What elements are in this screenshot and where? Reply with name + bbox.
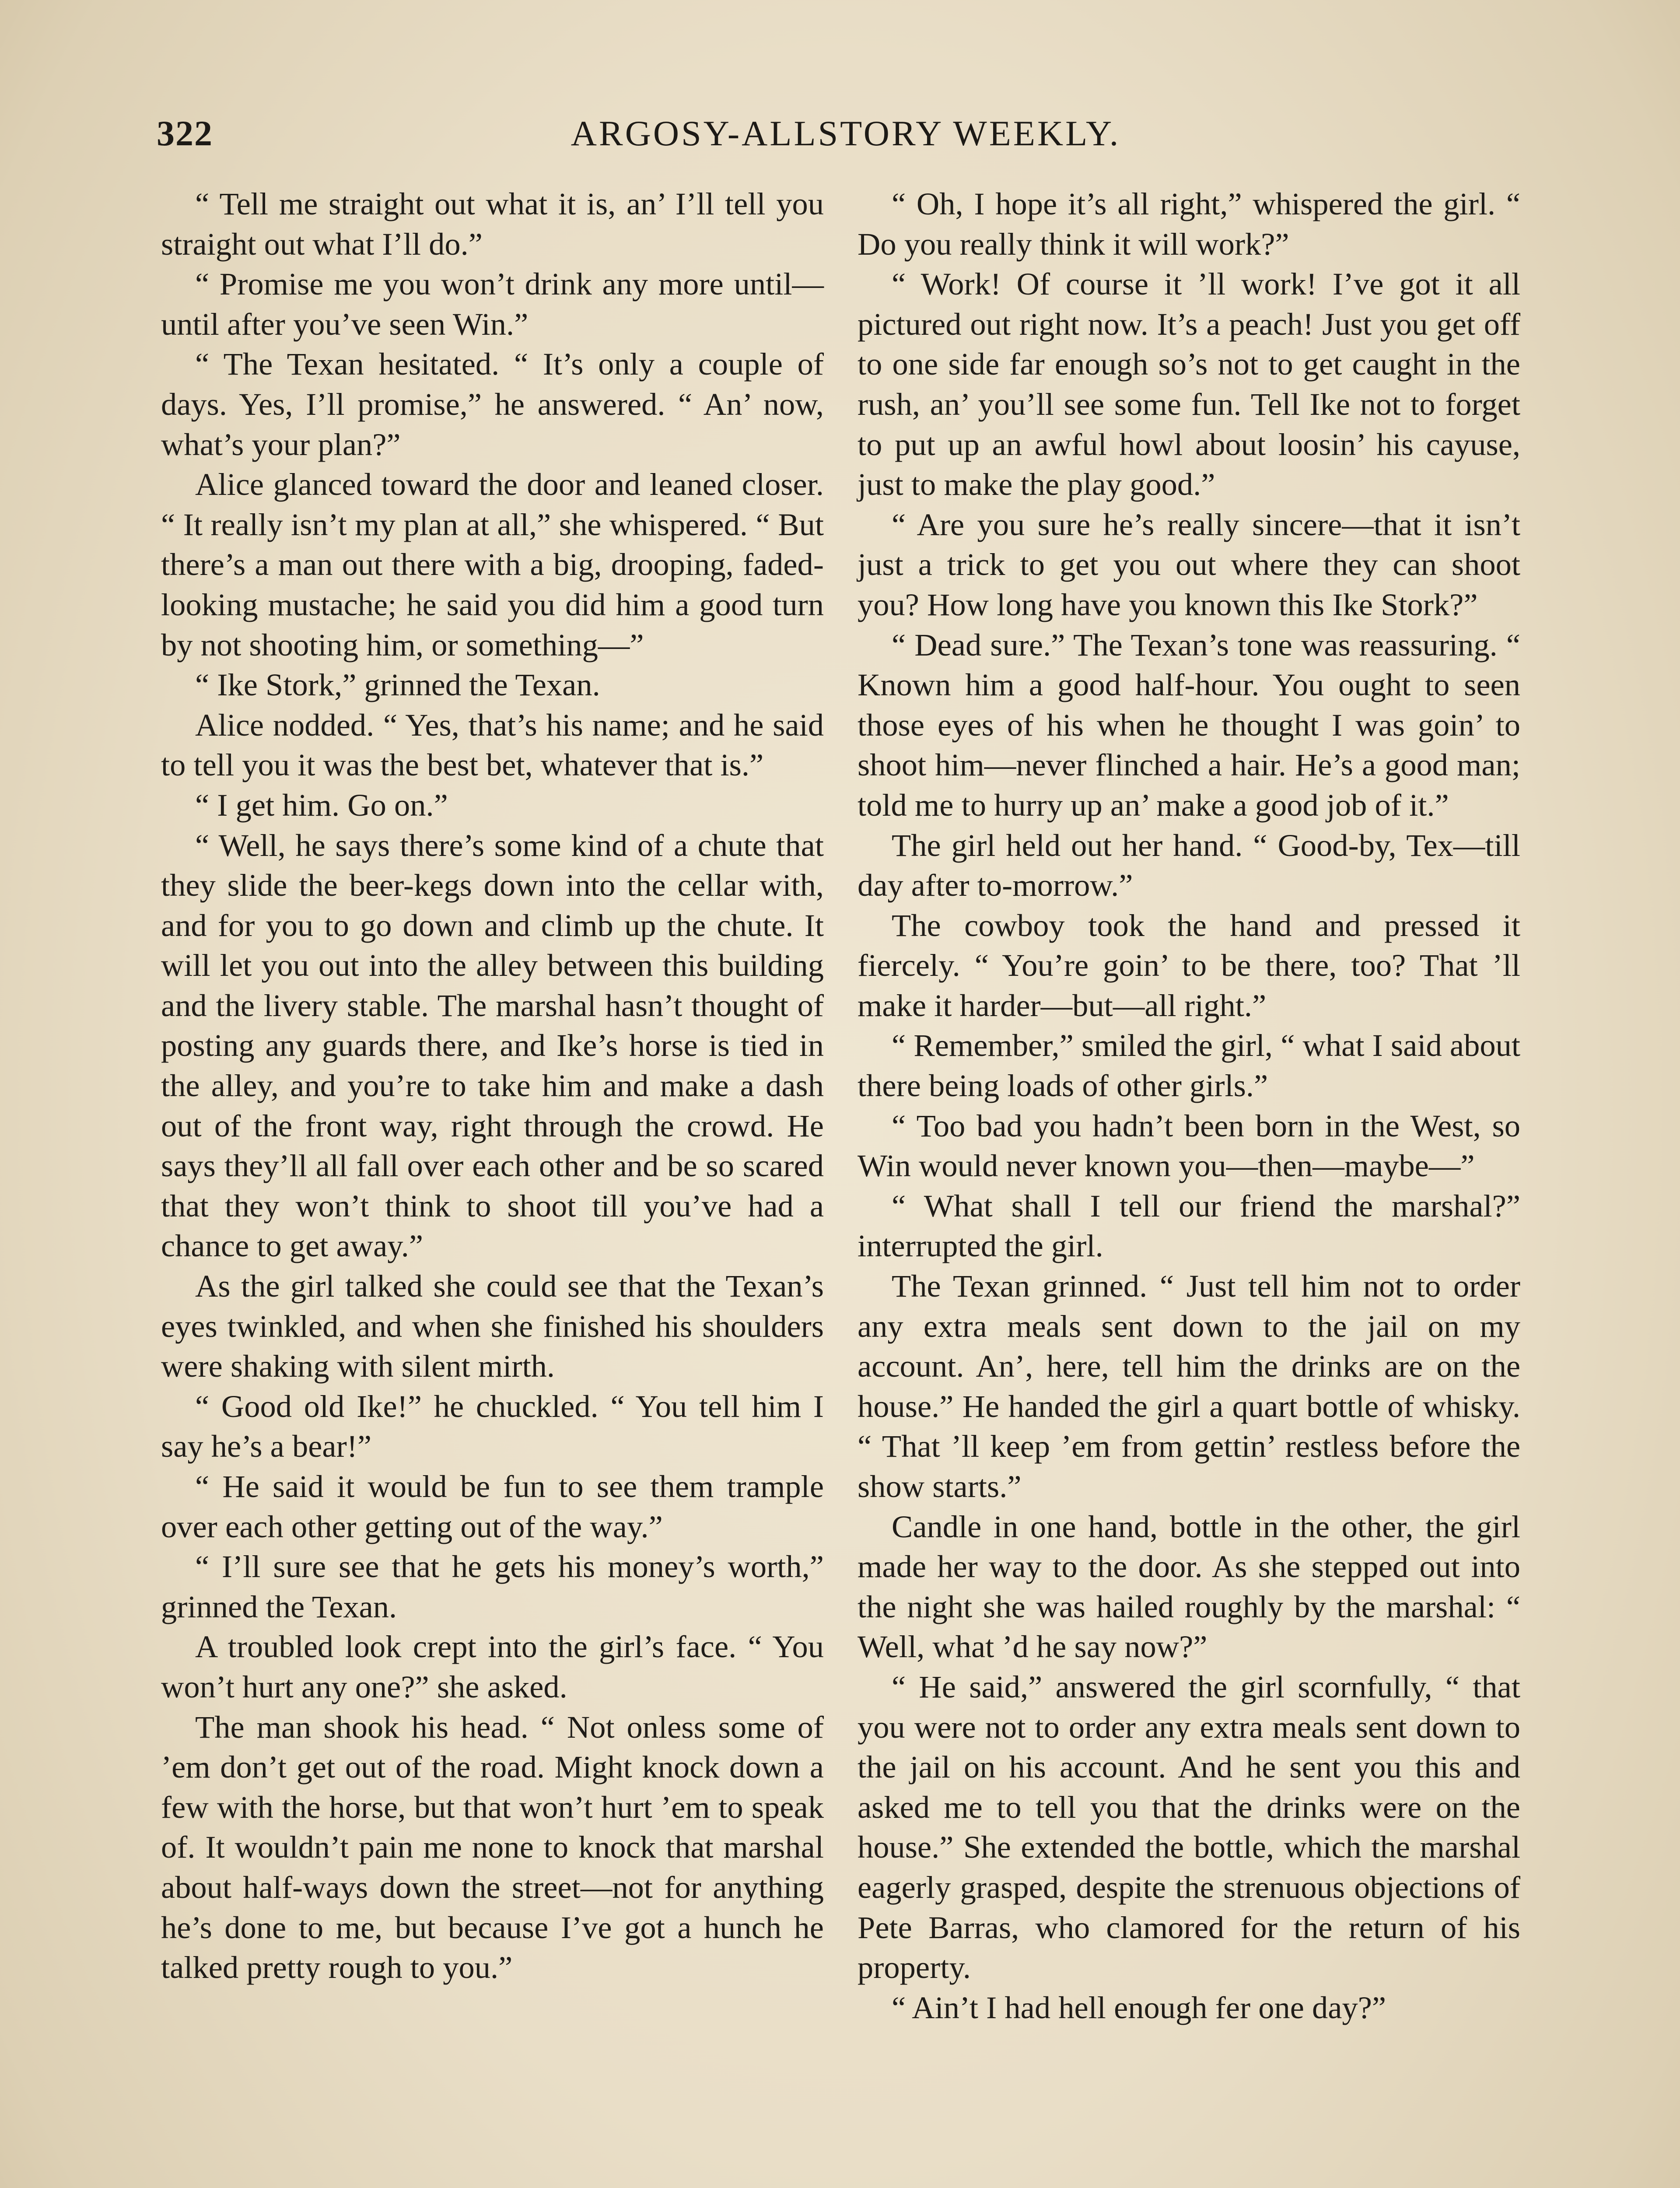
paragraph: The man shook his head. “ Not onless some of ’em don’t get out of the road. Might knock down a few with the horse, but that won’t hurt ’em to speak of. It wouldn’t pain me none to knock that marshal about half-ways down the street—not for anything he’s done to me, but because I’ve got a hunch he talked pretty rough to you.” xyxy=(161,1709,824,1985)
paragraph: “ Tell me straight out what it is, an’ I’ll tell you straight out what I’ll do.” xyxy=(161,186,824,262)
left-column xyxy=(161,184,824,1988)
paragraph: “ Work! Of course it ’ll work! I’ve got it all pictured out right now. It’s a peach! Just you get off to one side far enough so’s not to get caught in the rush, an’ you’ll see some fun. Tell Ike not to forget to put up an awful howl about loosin’ his cayuse, just to make the play good.” xyxy=(858,266,1520,502)
paragraph: “ Too bad you hadn’t been born in the West, so Win would never known you—then—maybe—” xyxy=(858,1108,1520,1184)
page-header xyxy=(157,113,1535,161)
paragraph: “ Ain’t I had hell enough fer one day?” xyxy=(892,1989,1386,2025)
paragraph: Alice glanced toward the door and leaned closer. “ It really isn’t my plan at all,” she whispered. “ But there’s a man out there with a big, drooping, faded-looking mustache; he said you did him a good turn by not shooting him, or something—” xyxy=(161,466,824,663)
paragraph: The cowboy took the hand and pressed it fiercely. “ You’re goin’ to be there, too? That ’ll make it harder—but—all right.” xyxy=(858,907,1520,1023)
paragraph: “ Dead sure.” The Texan’s tone was reassuring. “ Known him a good half-hour. You ought to seen those eyes of his when he thought I was goin’ to shoot him—never flinched a hair. He’s a good man; told me to hurry up an’ make a good job of it.” xyxy=(858,627,1520,823)
paragraph: “ Promise me you won’t drink any more until—until after you’ve seen Win.” xyxy=(161,266,824,342)
paragraph: A troubled look crept into the girl’s face. “ You won’t hurt any one?” she asked. xyxy=(161,1629,824,1704)
paragraph: “ Well, he says there’s some kind of a chute that they slide the beer-kegs down into the cellar with, and for you to go down and climb up the chute. It will let you out into the alley between this building and the livery stable. The marshal hasn’t thought of posting any guards there, and Ike’s horse is tied in the alley, and you’re to take him and make a dash out of the front way, right through the crowd. He says they’ll all fall over each other and be so scared that they won’t think to shoot till you’ve had a chance to get away.” xyxy=(161,827,824,1264)
paragraph: Candle in one hand, bottle in the other, the girl made her way to the door. As she stepped out into the night she was hailed roughly by the marshal: “ Well, what ’d he say now?” xyxy=(858,1508,1520,1665)
paragraph: “ Are you sure he’s really sincere—that it isn’t just a trick to get you out where they can shoot you? How long have you known this Ike Stork?” xyxy=(858,506,1520,622)
paragraph: “ I’ll sure see that he gets his money’s worth,” grinned the Texan. xyxy=(161,1549,824,1624)
paragraph: As the girl talked she could see that the Texan’s eyes twinkled, and when she finished his shoulders were shaking with silent mirth. xyxy=(161,1268,824,1384)
paragraph: “ What shall I tell our friend the marshal?” interrupted the girl. xyxy=(858,1188,1520,1264)
paragraph: The girl held out her hand. “ Good-by, Tex—till day after to-morrow.” xyxy=(858,827,1520,903)
paragraph: The Texan grinned. “ Just tell him not to order any extra meals sent down to the jail on my account. An’, here, tell him the drinks are on the house.” He handed the girl a quart bottle of whisky. “ That ’ll keep ’em from gettin’ restless before the show starts.” xyxy=(858,1268,1520,1504)
paragraph: “ Remember,” smiled the girl, “ what I said about there being loads of other girls.” xyxy=(858,1027,1520,1104)
paragraph: “ The Texan hesitated. “ It’s only a couple of days. Yes, I’ll promise,” he answered. “ An’ now, what’s your plan?” xyxy=(161,346,824,462)
page-number: 322 xyxy=(157,113,213,153)
paragraph: “ Ike Stork,” grinned the Texan. xyxy=(195,667,600,703)
paragraph: “ I get him. Go on.” xyxy=(195,787,448,823)
paragraph: “ Good old Ike!” he chuckled. “ You tell him I say he’s a bear!” xyxy=(161,1388,824,1464)
right-column xyxy=(858,184,1520,2027)
running-title: ARGOSY-ALLSTORY WEEKLY. xyxy=(570,113,1121,153)
paragraph: Alice nodded. “ Yes, that’s his name; and he said to tell you it was the best bet, whatever that is.” xyxy=(161,707,824,783)
paragraph: “ He said,” answered the girl scornfully, “ that you were not to order any extra meals sent down to the jail on his account. And he sent you this and asked me to tell you that the drinks were on the house.” She extended the bottle, which the marshal eagerly grasped, despite the strenuous objections of Pete Barras, who clamored for the return of his property. xyxy=(858,1669,1520,1985)
paragraph: “ He said it would be fun to see them trample over each other getting out of the way.” xyxy=(161,1469,824,1544)
paragraph: “ Oh, I hope it’s all right,” whispered the girl. “ Do you really think it will work?” xyxy=(858,186,1520,262)
